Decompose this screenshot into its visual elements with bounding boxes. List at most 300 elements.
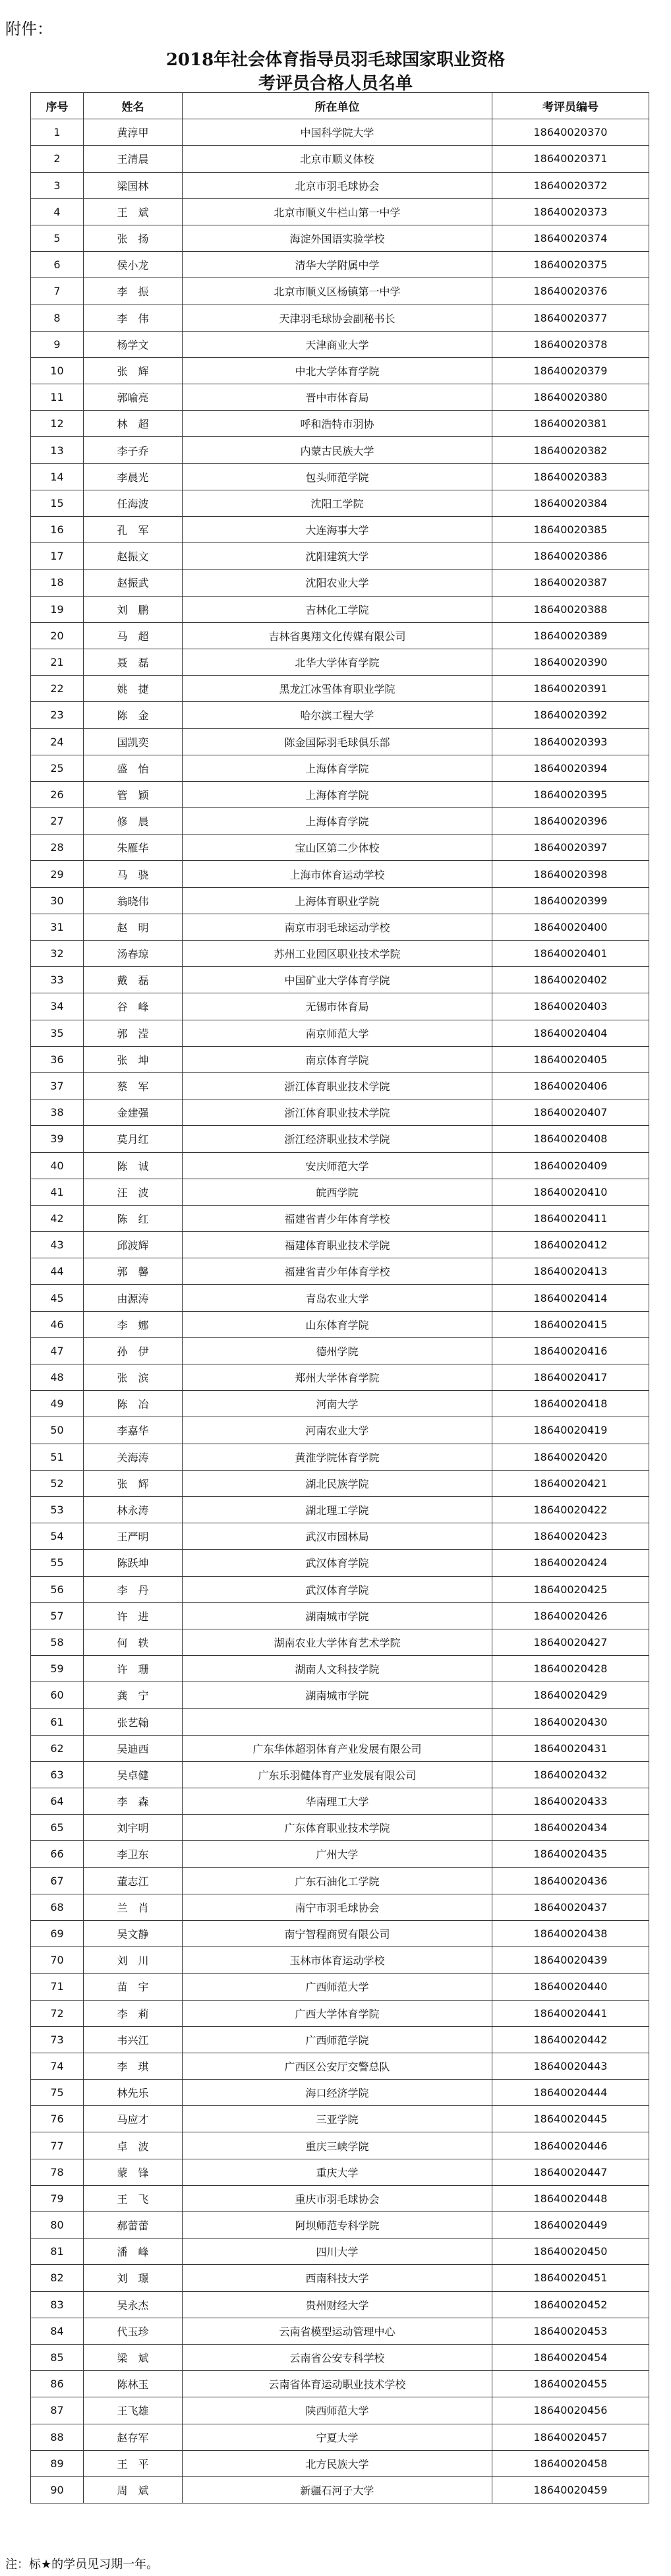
table-row (31, 622, 649, 649)
cell-unit: 沈阳农业大学 (183, 570, 492, 596)
cell-examiner-id: 18640020429 (492, 1682, 649, 1709)
table-row (31, 146, 649, 172)
cell-name: 李晨光 (84, 463, 183, 490)
table-row (31, 2159, 649, 2185)
table-row (31, 225, 649, 251)
cell-examiner-id: 18640020378 (492, 331, 649, 357)
cell-unit: 北华大学体育学院 (183, 649, 492, 675)
cell-index: 26 (31, 781, 84, 807)
cell-unit: 华南理工大学 (183, 1788, 492, 1815)
cell-name: 刘 鹏 (84, 596, 183, 622)
cell-index: 37 (31, 1072, 84, 1099)
cell-unit: 福建省青少年体育学校 (183, 1258, 492, 1285)
table-row (31, 172, 649, 198)
table-header-row (31, 93, 649, 119)
cell-unit: 北京市顺义区杨镇第一中学 (183, 278, 492, 305)
cell-index: 58 (31, 1629, 84, 1655)
cell-name: 马 超 (84, 622, 183, 649)
cell-examiner-id: 18640020425 (492, 1576, 649, 1602)
table-row (31, 2212, 649, 2239)
cell-index: 27 (31, 808, 84, 834)
cell-index: 51 (31, 1444, 84, 1470)
cell-name: 王 斌 (84, 198, 183, 225)
cell-unit: 新疆石河子大学 (183, 2476, 492, 2503)
table-row (31, 1894, 649, 1920)
table-row (31, 2397, 649, 2424)
cell-name: 马 骁 (84, 861, 183, 887)
cell-name: 郝蕾蕾 (84, 2212, 183, 2239)
cell-name: 张 坤 (84, 1046, 183, 1072)
cell-unit: 晋中市体育局 (183, 384, 492, 411)
cell-index: 54 (31, 1523, 84, 1550)
table-row (31, 252, 649, 278)
cell-unit: 南京师范大学 (183, 1020, 492, 1046)
cell-name: 张艺翰 (84, 1709, 183, 1735)
cell-examiner-id: 18640020427 (492, 1629, 649, 1655)
cell-examiner-id: 18640020385 (492, 517, 649, 543)
cell-unit: 武汉市园林局 (183, 1523, 492, 1550)
table-row (31, 198, 649, 225)
cell-unit: 广西大学体育学院 (183, 2000, 492, 2026)
cell-name: 王飞雄 (84, 2397, 183, 2424)
cell-unit: 湖南城市学院 (183, 1602, 492, 1629)
cell-name: 郭 馨 (84, 1258, 183, 1285)
cell-examiner-id: 18640020456 (492, 2397, 649, 2424)
cell-unit: 三亚学院 (183, 2106, 492, 2132)
cell-examiner-id: 18640020442 (492, 2026, 649, 2053)
cell-examiner-id: 18640020405 (492, 1046, 649, 1072)
cell-unit: 玉林市体育运动学校 (183, 1947, 492, 1974)
cell-index: 28 (31, 834, 84, 861)
cell-name: 梁 斌 (84, 2344, 183, 2370)
table-row (31, 1867, 649, 1894)
cell-examiner-id: 18640020432 (492, 1761, 649, 1788)
cell-index: 9 (31, 331, 84, 357)
table-row (31, 1020, 649, 1046)
cell-index: 80 (31, 2212, 84, 2239)
cell-examiner-id: 18640020402 (492, 967, 649, 993)
table-row (31, 1947, 649, 1974)
table-row (31, 861, 649, 887)
cell-index: 45 (31, 1285, 84, 1311)
cell-name: 李 娜 (84, 1311, 183, 1337)
table-row (31, 1152, 649, 1179)
cell-name: 侯小龙 (84, 252, 183, 278)
cell-name: 张 扬 (84, 225, 183, 251)
cell-examiner-id: 18640020417 (492, 1364, 649, 1391)
cell-unit: 黄淮学院体育学院 (183, 1444, 492, 1470)
cell-index: 55 (31, 1550, 84, 1576)
table-row (31, 2424, 649, 2450)
cell-examiner-id: 18640020380 (492, 384, 649, 411)
page-subtitle: 考评员合格人员名单 (258, 74, 413, 94)
cell-name: 林 超 (84, 411, 183, 437)
cell-examiner-id: 18640020414 (492, 1285, 649, 1311)
cell-name: 戴 磊 (84, 967, 183, 993)
cell-name: 林先乐 (84, 2080, 183, 2106)
examiner-table (30, 92, 649, 2503)
cell-index: 48 (31, 1364, 84, 1391)
cell-examiner-id: 18640020390 (492, 649, 649, 675)
cell-examiner-id: 18640020404 (492, 1020, 649, 1046)
cell-examiner-id: 18640020412 (492, 1232, 649, 1258)
cell-name: 李 森 (84, 1788, 183, 1815)
cell-unit: 大连海事大学 (183, 517, 492, 543)
cell-unit: 南宁智程商贸有限公司 (183, 1920, 492, 1947)
cell-unit: 无锡市体育局 (183, 993, 492, 1020)
cell-index: 10 (31, 357, 84, 384)
table-row (31, 1523, 649, 1550)
cell-name: 孔 军 (84, 517, 183, 543)
cell-examiner-id: 18640020392 (492, 702, 649, 728)
table-row (31, 1974, 649, 2000)
cell-name: 陈林玉 (84, 2371, 183, 2397)
cell-index: 2 (31, 146, 84, 172)
cell-unit: 北方民族大学 (183, 2450, 492, 2476)
cell-index: 67 (31, 1867, 84, 1894)
cell-unit: 重庆市羽毛球协会 (183, 2185, 492, 2211)
cell-name: 姚 捷 (84, 676, 183, 702)
cell-index: 30 (31, 887, 84, 914)
cell-name: 王 飞 (84, 2185, 183, 2211)
cell-index: 59 (31, 1656, 84, 1682)
cell-unit: 沈阳建筑大学 (183, 543, 492, 570)
cell-examiner-id: 18640020440 (492, 1974, 649, 2000)
cell-index: 86 (31, 2371, 84, 2397)
cell-examiner-id: 18640020389 (492, 622, 649, 649)
table-row (31, 2476, 649, 2503)
cell-examiner-id: 18640020439 (492, 1947, 649, 1974)
cell-unit: 浙江体育职业技术学院 (183, 1072, 492, 1099)
table-row (31, 834, 649, 861)
table-row (31, 437, 649, 463)
table-row (31, 1311, 649, 1337)
cell-name: 汪 波 (84, 1179, 183, 1205)
cell-name: 蔡 军 (84, 1072, 183, 1099)
table-row (31, 1179, 649, 1205)
cell-unit: 德州学院 (183, 1337, 492, 1364)
cell-examiner-id: 18640020408 (492, 1126, 649, 1152)
table-row (31, 1417, 649, 1444)
cell-unit: 武汉体育学院 (183, 1576, 492, 1602)
cell-unit: 广东石油化工学院 (183, 1867, 492, 1894)
cell-examiner-id: 18640020394 (492, 755, 649, 781)
cell-unit: 宁夏大学 (183, 2424, 492, 2450)
cell-index: 35 (31, 1020, 84, 1046)
cell-unit: 南宁市羽毛球协会 (183, 1894, 492, 1920)
cell-unit: 青岛农业大学 (183, 1285, 492, 1311)
cell-examiner-id: 18640020418 (492, 1391, 649, 1417)
cell-unit: 浙江经济职业技术学院 (183, 1126, 492, 1152)
cell-name: 董志江 (84, 1867, 183, 1894)
cell-name: 兰 肖 (84, 1894, 183, 1920)
cell-index: 56 (31, 1576, 84, 1602)
cell-name: 梁国林 (84, 172, 183, 198)
cell-index: 75 (31, 2080, 84, 2106)
cell-examiner-id: 18640020399 (492, 887, 649, 914)
cell-unit: 海口经济学院 (183, 2080, 492, 2106)
cell-examiner-id: 18640020451 (492, 2265, 649, 2291)
table-row (31, 1126, 649, 1152)
table-row (31, 1232, 649, 1258)
table-row (31, 1444, 649, 1470)
table-row (31, 1682, 649, 1709)
cell-name: 李 琪 (84, 2053, 183, 2079)
table-row (31, 2239, 649, 2265)
cell-examiner-id: 18640020419 (492, 1417, 649, 1444)
cell-examiner-id: 18640020437 (492, 1894, 649, 1920)
cell-examiner-id: 18640020395 (492, 781, 649, 807)
cell-index: 78 (31, 2159, 84, 2185)
cell-unit: 沈阳工学院 (183, 490, 492, 516)
cell-index: 46 (31, 1311, 84, 1337)
table-row (31, 1072, 649, 1099)
cell-examiner-id: 18640020416 (492, 1337, 649, 1364)
cell-examiner-id: 18640020374 (492, 225, 649, 251)
cell-unit: 福建省青少年体育学校 (183, 1205, 492, 1231)
cell-index: 66 (31, 1841, 84, 1867)
table-row (31, 781, 649, 807)
cell-name: 吴文静 (84, 1920, 183, 1947)
cell-examiner-id: 18640020406 (492, 1072, 649, 1099)
cell-index: 69 (31, 1920, 84, 1947)
cell-examiner-id: 18640020396 (492, 808, 649, 834)
cell-unit: 云南省模型运动管理中心 (183, 2318, 492, 2344)
cell-name: 许 进 (84, 1602, 183, 1629)
table-row (31, 1709, 649, 1735)
cell-name: 金建强 (84, 1099, 183, 1126)
cell-index: 31 (31, 914, 84, 940)
cell-unit: 湖北理工学院 (183, 1496, 492, 1523)
cell-unit: 上海市体育运动学校 (183, 861, 492, 887)
cell-index: 29 (31, 861, 84, 887)
cell-index: 50 (31, 1417, 84, 1444)
cell-index: 33 (31, 967, 84, 993)
cell-name: 代玉珍 (84, 2318, 183, 2344)
cell-name: 陈 红 (84, 1205, 183, 1231)
table-row (31, 305, 649, 331)
cell-name: 周 斌 (84, 2476, 183, 2503)
cell-examiner-id: 18640020459 (492, 2476, 649, 2503)
cell-index: 32 (31, 941, 84, 967)
cell-index: 84 (31, 2318, 84, 2344)
cell-examiner-id: 18640020403 (492, 993, 649, 1020)
cell-unit: 北京市顺义牛栏山第一中学 (183, 198, 492, 225)
cell-unit: 南京市羽毛球运动学校 (183, 914, 492, 940)
cell-index: 40 (31, 1152, 84, 1179)
cell-unit: 内蒙古民族大学 (183, 437, 492, 463)
table-row (31, 1470, 649, 1496)
cell-index: 87 (31, 2397, 84, 2424)
cell-unit: 吉林化工学院 (183, 596, 492, 622)
cell-examiner-id: 18640020387 (492, 570, 649, 596)
cell-examiner-id: 18640020452 (492, 2291, 649, 2318)
table-row (31, 1629, 649, 1655)
cell-examiner-id: 18640020386 (492, 543, 649, 570)
cell-name: 莫月红 (84, 1126, 183, 1152)
cell-index: 71 (31, 1974, 84, 2000)
cell-unit: 上海体育学院 (183, 808, 492, 834)
cell-unit: 重庆三峡学院 (183, 2132, 492, 2159)
cell-unit: 云南省体育运动职业技术学校 (183, 2371, 492, 2397)
cell-name: 郭 滢 (84, 1020, 183, 1046)
page-title: 2018年社会体育指导员羽毛球国家职业资格 (165, 50, 506, 70)
cell-index: 64 (31, 1788, 84, 1815)
cell-index: 13 (31, 437, 84, 463)
cell-name: 邱波辉 (84, 1232, 183, 1258)
cell-examiner-id: 18640020438 (492, 1920, 649, 1947)
cell-examiner-id: 18640020453 (492, 2318, 649, 2344)
table-row (31, 543, 649, 570)
cell-examiner-id: 18640020450 (492, 2239, 649, 2265)
table-row (31, 1391, 649, 1417)
cell-name: 孙 伊 (84, 1337, 183, 1364)
cell-name: 黄淳甲 (84, 119, 183, 146)
table-row (31, 1364, 649, 1391)
cell-name: 任海波 (84, 490, 183, 516)
cell-index: 23 (31, 702, 84, 728)
table-row (31, 755, 649, 781)
table-row (31, 1576, 649, 1602)
cell-index: 25 (31, 755, 84, 781)
cell-examiner-id: 18640020430 (492, 1709, 649, 1735)
cell-name: 汤春琼 (84, 941, 183, 967)
cell-examiner-id: 18640020428 (492, 1656, 649, 1682)
cell-name: 李 莉 (84, 2000, 183, 2026)
cell-name: 吴永杰 (84, 2291, 183, 2318)
table-row (31, 808, 649, 834)
cell-examiner-id: 18640020398 (492, 861, 649, 887)
cell-index: 1 (31, 119, 84, 146)
cell-examiner-id: 18640020444 (492, 2080, 649, 2106)
cell-index: 8 (31, 305, 84, 331)
table-row (31, 1285, 649, 1311)
cell-examiner-id: 18640020410 (492, 1179, 649, 1205)
cell-name: 国凯奕 (84, 728, 183, 755)
cell-examiner-id: 18640020436 (492, 1867, 649, 1894)
cell-unit: 陕西师范大学 (183, 2397, 492, 2424)
cell-unit: 北京市顺义体校 (183, 146, 492, 172)
cell-examiner-id: 18640020379 (492, 357, 649, 384)
cell-examiner-id: 18640020401 (492, 941, 649, 967)
table-row (31, 1815, 649, 1841)
table-row (31, 1656, 649, 1682)
cell-examiner-id: 18640020372 (492, 172, 649, 198)
cell-index: 76 (31, 2106, 84, 2132)
cell-unit: 湖南农业大学体育艺术学院 (183, 1629, 492, 1655)
cell-unit: 广东乐羽健体育产业发展有限公司 (183, 1761, 492, 1788)
cell-index: 6 (31, 252, 84, 278)
cell-name: 许 珊 (84, 1656, 183, 1682)
cell-examiner-id: 18640020383 (492, 463, 649, 490)
cell-index: 61 (31, 1709, 84, 1735)
cell-examiner-id: 18640020435 (492, 1841, 649, 1867)
cell-index: 7 (31, 278, 84, 305)
table-row (31, 2132, 649, 2159)
cell-index: 83 (31, 2291, 84, 2318)
cell-name: 潘 峰 (84, 2239, 183, 2265)
table-row (31, 993, 649, 1020)
cell-name: 李 丹 (84, 1576, 183, 1602)
table-row (31, 2450, 649, 2476)
cell-name: 蒙 锋 (84, 2159, 183, 2185)
cell-name: 关海涛 (84, 1444, 183, 1470)
cell-index: 53 (31, 1496, 84, 1523)
cell-unit (183, 1709, 492, 1735)
cell-unit: 福建体育职业技术学院 (183, 1232, 492, 1258)
table-row (31, 1337, 649, 1364)
table-row (31, 1550, 649, 1576)
cell-name: 翁晓伟 (84, 887, 183, 914)
attachment-label: 附件： (5, 20, 53, 38)
footnote: 注：标★的学员见习期一年。 (5, 2558, 159, 2571)
cell-examiner-id: 18640020391 (492, 676, 649, 702)
table-row (31, 1761, 649, 1788)
cell-unit: 山东体育学院 (183, 1311, 492, 1337)
cell-examiner-id: 18640020384 (492, 490, 649, 516)
cell-name: 王严明 (84, 1523, 183, 1550)
cell-unit: 哈尔滨工程大学 (183, 702, 492, 728)
cell-unit: 广东华体超羽体育产业发展有限公司 (183, 1735, 492, 1761)
table-row (31, 2371, 649, 2397)
cell-examiner-id: 18640020381 (492, 411, 649, 437)
cell-index: 39 (31, 1126, 84, 1152)
cell-name: 盛 怡 (84, 755, 183, 781)
cell-unit: 湖南城市学院 (183, 1682, 492, 1709)
cell-examiner-id: 18640020454 (492, 2344, 649, 2370)
cell-unit: 呼和浩特市羽协 (183, 411, 492, 437)
cell-examiner-id: 18640020449 (492, 2212, 649, 2239)
cell-unit: 广州大学 (183, 1841, 492, 1867)
table-row (31, 384, 649, 411)
cell-unit: 河南大学 (183, 1391, 492, 1417)
cell-name: 马应才 (84, 2106, 183, 2132)
table-row (31, 596, 649, 622)
cell-index: 49 (31, 1391, 84, 1417)
cell-unit: 中国矿业大学体育学院 (183, 967, 492, 993)
cell-name: 张 辉 (84, 1470, 183, 1496)
cell-index: 44 (31, 1258, 84, 1285)
table-body (31, 119, 649, 2503)
cell-examiner-id: 18640020415 (492, 1311, 649, 1337)
cell-unit: 苏州工业园区职业技术学院 (183, 941, 492, 967)
cell-name: 王 平 (84, 2450, 183, 2476)
cell-name: 修 晨 (84, 808, 183, 834)
cell-name: 谷 峰 (84, 993, 183, 1020)
table-row (31, 1258, 649, 1285)
header-index: 序号 (31, 93, 84, 119)
cell-name: 陈 诚 (84, 1152, 183, 1179)
header-name: 姓名 (84, 93, 183, 119)
cell-name: 张 辉 (84, 357, 183, 384)
table-row (31, 1841, 649, 1867)
cell-unit: 中国科学院大学 (183, 119, 492, 146)
cell-examiner-id: 18640020458 (492, 2450, 649, 2476)
table-row (31, 1496, 649, 1523)
cell-index: 57 (31, 1602, 84, 1629)
cell-name: 龚 宁 (84, 1682, 183, 1709)
cell-unit: 郑州大学体育学院 (183, 1364, 492, 1391)
table-row (31, 2265, 649, 2291)
table-row (31, 728, 649, 755)
cell-examiner-id: 18640020441 (492, 2000, 649, 2026)
cell-name: 赵振文 (84, 543, 183, 570)
cell-name: 吴迪西 (84, 1735, 183, 1761)
cell-unit: 皖西学院 (183, 1179, 492, 1205)
cell-index: 85 (31, 2344, 84, 2370)
cell-index: 17 (31, 543, 84, 570)
cell-index: 81 (31, 2239, 84, 2265)
